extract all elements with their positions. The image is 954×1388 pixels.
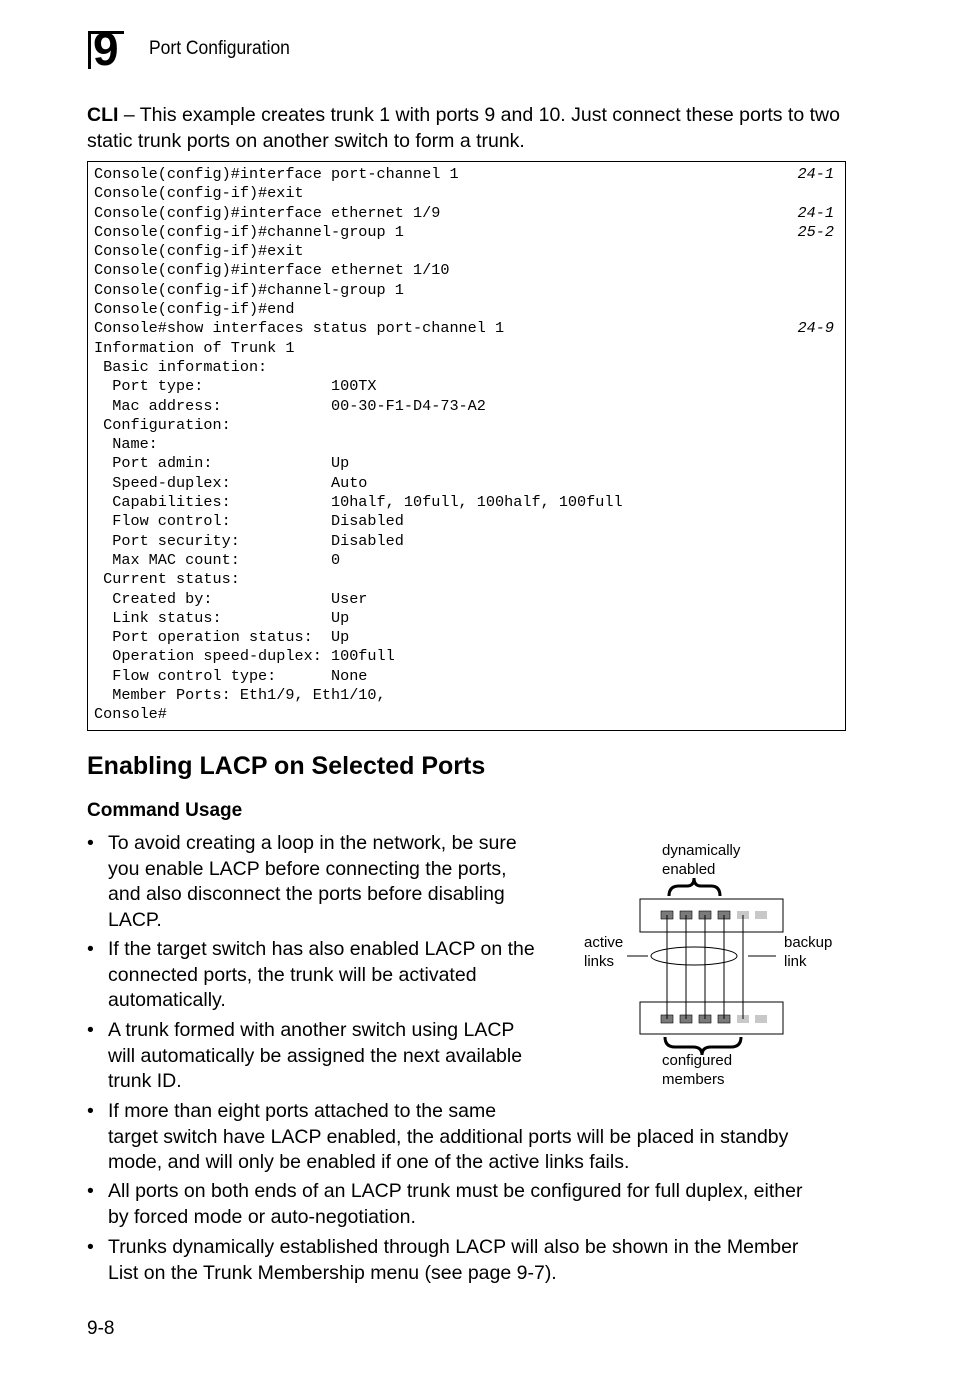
bullet-text xyxy=(108,1018,522,1095)
cli-command-text: Max MAC count: 0 xyxy=(94,550,341,569)
cli-command-text: Operation speed-duplex: 100full xyxy=(94,647,395,666)
bullet-text-line: and also disconnect the ports before disabling xyxy=(108,883,505,905)
cli-command-text: Flow control type: None xyxy=(94,666,368,685)
bullet-text-line: If the target switch has also enabled LACP on the xyxy=(108,938,535,960)
label-dynamically-enabled: dynamically enabled xyxy=(662,842,741,878)
cli-line xyxy=(94,435,834,454)
cli-command-text: Console(config)#interface port-channel 1 xyxy=(94,165,459,183)
bullet-text-line: you enable LACP before connecting the ports, xyxy=(108,857,507,880)
cli-command-text: Information of Trunk 1 xyxy=(94,338,295,357)
cli-command-text: Port operation status: Up xyxy=(94,628,350,647)
bullet-text-line: will automatically be assigned the next available xyxy=(108,1044,523,1067)
chapter-number: 9 xyxy=(93,23,119,75)
cli-line xyxy=(94,300,834,319)
bullet-text xyxy=(108,1235,798,1286)
cli-command-text: Port admin: Up xyxy=(94,454,350,473)
bullet-text-line: trunk ID. xyxy=(108,1070,182,1092)
cli-line xyxy=(94,416,834,435)
cli-page-reference: 24-9 xyxy=(797,319,834,338)
intro-paragraph xyxy=(87,102,857,154)
cli-command-text: Console(config-if)#channel-group 1 xyxy=(94,280,404,299)
cli-command-text: Link status: Up xyxy=(94,608,350,627)
section-title: Enabling LACP on Selected Ports xyxy=(87,752,486,780)
cli-line xyxy=(94,165,834,184)
cli-line xyxy=(94,551,834,570)
cli-command-text: Configuration: xyxy=(94,415,231,434)
intro-lead: CLI xyxy=(87,104,119,126)
bullet-text-line: Trunks dynamically established through LACP will also be shown in the Member xyxy=(108,1236,799,1258)
cli-command-text: Name: xyxy=(94,435,158,454)
bullet-marker: • xyxy=(87,1100,94,1122)
intro-text: – This example creates trunk 1 with ports 9 and 10. Just connect these ports to two static trunk ports on another switch to form a trunk. xyxy=(87,104,840,152)
bullet-text-line: automatically. xyxy=(108,989,226,1011)
cli-line xyxy=(94,647,834,666)
label-backup-link: backup link xyxy=(784,934,833,970)
cli-command-text: Created by: User xyxy=(94,589,368,608)
cli-command-text: Console#show interfaces status port-channel 1 xyxy=(94,319,505,338)
cli-line xyxy=(94,474,834,493)
command-usage-item xyxy=(87,1179,867,1230)
cli-line xyxy=(94,609,834,628)
cli-line xyxy=(94,204,834,223)
bullet-text xyxy=(108,1099,788,1176)
cli-line xyxy=(94,358,834,377)
cli-line xyxy=(94,454,834,473)
bullet-marker: • xyxy=(87,832,94,854)
cli-line xyxy=(94,705,834,724)
cli-line xyxy=(94,281,834,300)
bullet-text-line: mode, and will only be enabled if one of the active links fails. xyxy=(108,1151,630,1173)
cli-command-text: Capabilities: 10half, 10full, 100half, 100full xyxy=(94,493,623,512)
cli-command-text: Speed-duplex: Auto xyxy=(94,473,368,492)
bullet-text-line: A trunk formed with another switch using LACP xyxy=(108,1019,515,1041)
cli-command-text: Port type: 100TX xyxy=(94,377,377,396)
cli-line xyxy=(94,184,834,203)
bullet-text-line: List on the Trunk Membership menu (see page 9-7). xyxy=(108,1261,557,1284)
cli-line xyxy=(94,319,834,338)
cli-line xyxy=(94,532,834,551)
command-usage-item xyxy=(87,937,867,1014)
cli-line xyxy=(94,628,834,647)
command-usage-item xyxy=(87,1235,867,1286)
cli-line xyxy=(94,261,834,280)
cli-line xyxy=(94,590,834,609)
cli-line xyxy=(94,242,834,261)
cli-page-reference: 25-2 xyxy=(797,222,834,241)
cli-command-text: Mac address: 00-30-F1-D4-73-A2 xyxy=(94,396,486,415)
cli-line xyxy=(94,570,834,589)
bullet-text-line: If more than eight ports attached to the same xyxy=(108,1100,497,1122)
cli-command-text: Console(config-if)#exit xyxy=(94,242,304,261)
cli-line xyxy=(94,339,834,358)
command-usage-item xyxy=(87,1099,867,1176)
cli-command-text: Current status: xyxy=(94,570,240,589)
bullet-text-line: by forced mode or auto-negotiation. xyxy=(108,1205,416,1228)
cli-command-text: Console(config)#interface ethernet 1/9 xyxy=(94,203,441,222)
cli-line xyxy=(94,377,834,396)
cli-line xyxy=(94,397,834,416)
command-usage-heading: Command Usage xyxy=(87,800,243,821)
bullet-marker: • xyxy=(87,1236,94,1258)
cli-command-text: Console(config-if)#exit xyxy=(94,184,304,203)
cli-command-text: Console(config-if)#end xyxy=(94,300,295,319)
cli-page-reference: 24-1 xyxy=(797,203,834,222)
bullet-text-line: All ports on both ends of an LACP trunk must be configured for full duplex, either xyxy=(108,1180,803,1202)
command-usage-item xyxy=(87,1018,867,1095)
cli-line xyxy=(94,686,834,705)
running-title: Port Configuration xyxy=(149,38,290,59)
bullet-marker: • xyxy=(87,1180,94,1202)
cli-line xyxy=(94,223,834,242)
cli-command-text: Console(config)#interface ethernet 1/10 xyxy=(94,261,450,280)
bullet-text-line: LACP. xyxy=(108,908,162,931)
cli-example-box xyxy=(87,161,846,731)
cli-page-reference: 24-1 xyxy=(797,165,834,183)
cli-command-text: Console# xyxy=(94,705,167,724)
bullet-text-line: connected ports, the trunk will be activated xyxy=(108,963,477,986)
command-usage-item xyxy=(87,831,867,933)
bullet-text xyxy=(108,831,517,933)
bullet-text-line: To avoid creating a loop in the network, be sure xyxy=(108,832,517,854)
bullet-marker: • xyxy=(87,938,94,960)
bullet-text xyxy=(108,1179,802,1230)
cli-lines xyxy=(94,165,834,725)
cli-command-text: Basic information: xyxy=(94,357,268,376)
cli-line xyxy=(94,667,834,686)
cli-command-text: Member Ports: Eth1/9, Eth1/10, xyxy=(94,686,386,705)
label-configured-members: configured members xyxy=(662,1052,733,1088)
label-active-links: active links xyxy=(584,934,624,970)
cli-line xyxy=(94,512,834,531)
cli-command-text: Flow control: Disabled xyxy=(94,512,404,531)
cli-command-text: Port security: Disabled xyxy=(94,531,404,550)
bullet-marker: • xyxy=(87,1019,94,1041)
bullet-text-line: target switch have LACP enabled, the additional ports will be placed in standby xyxy=(108,1125,789,1148)
page-number: 9-8 xyxy=(87,1318,115,1339)
bullet-text xyxy=(108,937,535,1014)
cli-line xyxy=(94,493,834,512)
cli-command-text: Console(config-if)#channel-group 1 xyxy=(94,222,404,241)
